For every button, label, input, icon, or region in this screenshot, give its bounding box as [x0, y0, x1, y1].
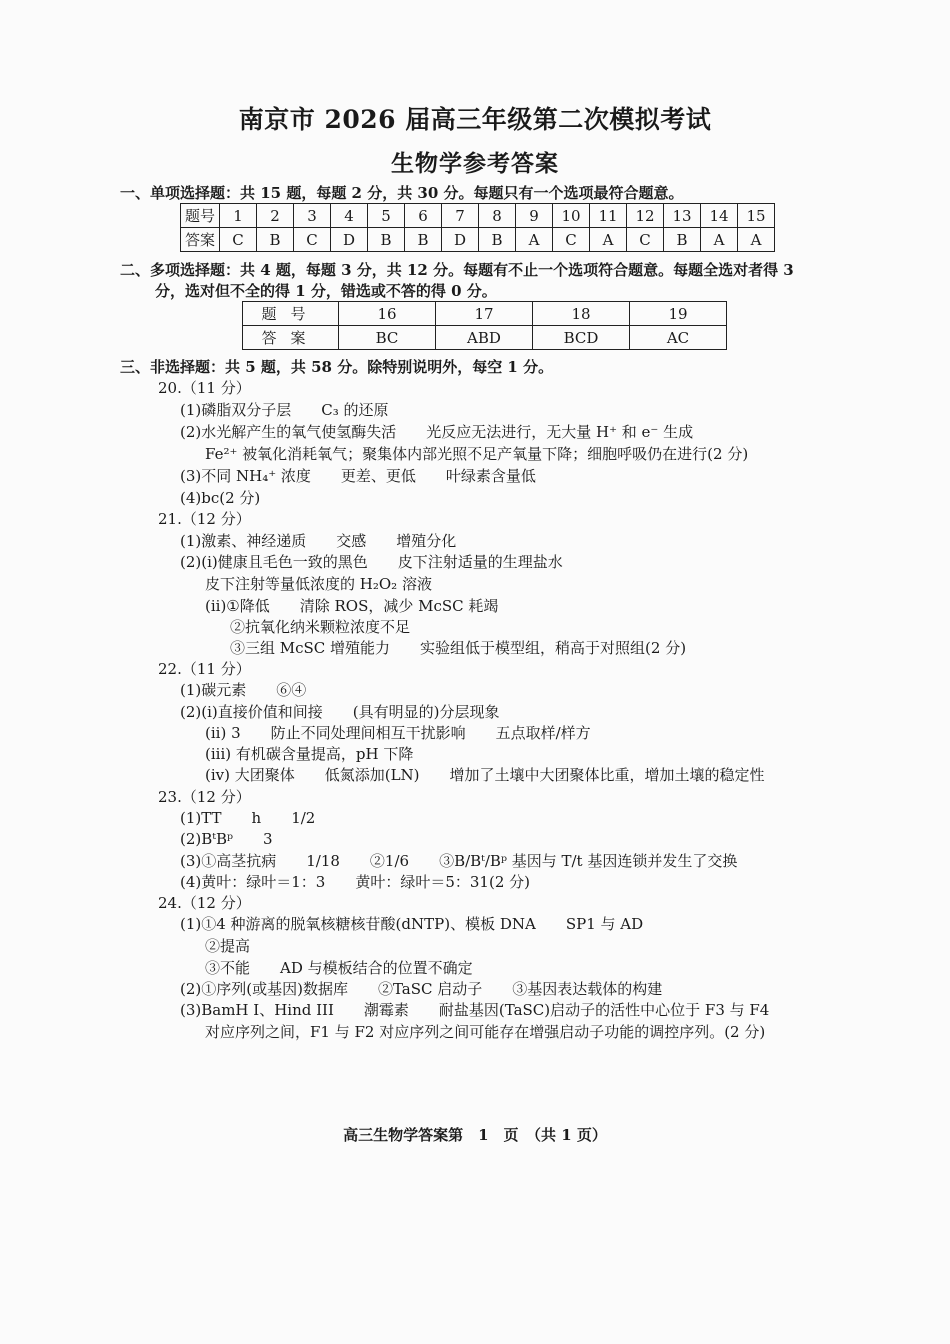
q23-answer-line: (3)①高茎抗病 1/18 ②1/6 ③B/Bᵗ/Bᵖ 基因与 T/t 基因连锁并发生了交换 — [180, 852, 738, 870]
table-cell: B — [664, 228, 701, 252]
table-cell: 10 — [553, 204, 590, 228]
q23-answer-line: (1)TT h 1/2 — [180, 809, 316, 827]
q21-answer-line: (1)激素、神经递质 交感 增殖分化 — [180, 532, 457, 550]
table-cell: C — [553, 228, 590, 252]
table-cell: A — [590, 228, 627, 252]
table-cell: C — [294, 228, 331, 252]
table-cell: C — [627, 228, 664, 252]
q24-answer-line: ②提高 — [205, 937, 251, 955]
table-row — [181, 228, 775, 252]
table-cell: A — [738, 228, 775, 252]
q20-answer-line: (3)不同 NH₄⁺ 浓度 更差、更低 叶绿素含量低 — [180, 467, 536, 485]
table-cell: 9 — [516, 204, 553, 228]
table-cell: B — [479, 228, 516, 252]
table-cell: AC — [630, 326, 727, 350]
table-cell: 14 — [701, 204, 738, 228]
section1-heading: 一、单项选择题：共 15 题，每题 2 分，共 30 分。每题只有一个选项最符合题意。 — [120, 184, 684, 202]
table-cell: D — [331, 228, 368, 252]
q20-answer-line: (1)磷脂双分子层 C₃ 的还原 — [180, 401, 389, 419]
q22-heading: 22.（11 分） — [158, 660, 251, 678]
q21-answer-line: 皮下注射等量低浓度的 H₂O₂ 溶液 — [205, 575, 432, 593]
row-label: 答案 — [243, 326, 339, 350]
q24-answer-line: 对应序列之间，F1 与 F2 对应序列之间可能存在增强启动子功能的调控序列。(2 分) — [205, 1023, 766, 1041]
q22-answer-line: (iii) 有机碳含量提高，pH 下降 — [205, 745, 414, 763]
q21-heading: 21.（12 分） — [158, 510, 251, 528]
table-cell: 12 — [627, 204, 664, 228]
q24-answer-line: (3)BamH I、Hind III 潮霉素 耐盐基因(TaSC)启动子的活性中心位于 F3 与 F4 — [180, 1001, 770, 1019]
table-cell: 13 — [664, 204, 701, 228]
q22-answer-line: (1)碳元素 ⑥④ — [180, 681, 307, 699]
table-cell: 4 — [331, 204, 368, 228]
q24-answer-line: (2)①序列(或基因)数据库 ②TaSC 启动子 ③基因表达载体的构建 — [180, 980, 663, 998]
table-cell: BCD — [533, 326, 630, 350]
q23-heading: 23.（12 分） — [158, 788, 251, 806]
page-title: 南京市 2026 届高三年级第二次模拟考试 — [238, 105, 712, 134]
row-label: 题号 — [243, 302, 339, 326]
q23-answer-line: (4)黄叶：绿叶＝1：3 黄叶：绿叶＝5：31(2 分) — [180, 873, 530, 891]
table-cell: 15 — [738, 204, 775, 228]
row-label: 答案 — [181, 228, 220, 252]
table-cell: B — [368, 228, 405, 252]
q20-answer-line: (4)bc(2 分) — [180, 489, 261, 507]
table-cell: 7 — [442, 204, 479, 228]
q22-answer-line: (iv) 大团聚体 低氮添加(LN) 增加了土壤中大团聚体比重，增加土壤的稳定性 — [205, 766, 765, 784]
table-cell: ABD — [436, 326, 533, 350]
q20-answer-line: (2)水光解产生的氧气使氢酶失活 光反应无法进行，无大量 H⁺ 和 e⁻ 生成 — [180, 423, 694, 441]
q20-heading: 20.（11 分） — [158, 379, 251, 397]
table-cell: 17 — [436, 302, 533, 326]
table-cell: 16 — [339, 302, 436, 326]
q24-heading: 24.（12 分） — [158, 894, 251, 912]
q23-answer-line: (2)BᵗBᵖ 3 — [180, 830, 273, 848]
table-cell: B — [257, 228, 294, 252]
table-cell: C — [220, 228, 257, 252]
table-cell: D — [442, 228, 479, 252]
table-cell: BC — [339, 326, 436, 350]
table-cell: A — [516, 228, 553, 252]
row-label: 题号 — [181, 204, 220, 228]
table-cell: 5 — [368, 204, 405, 228]
q21-answer-line: ②抗氧化纳米颗粒浓度不足 — [230, 618, 411, 636]
table-row — [243, 302, 727, 326]
table-cell: 3 — [294, 204, 331, 228]
q21-answer-line: (ii)①降低 清除 ROS，减少 McSC 耗竭 — [205, 597, 499, 615]
q24-answer-line: ③不能 AD 与模板结合的位置不确定 — [205, 959, 473, 977]
section2-heading: 二、多项选择题：共 4 题，每题 3 分，共 12 分。每题有不止一个选项符合题意。每题全选对者得 3 — [120, 261, 794, 279]
table-cell: 11 — [590, 204, 627, 228]
q22-answer-line: (ii) 3 防止不同处理间相互干扰影响 五点取样/样方 — [205, 724, 591, 742]
q20-answer-line: Fe²⁺ 被氧化消耗氧气；聚集体内部光照不足产氧量下降；细胞呼吸仍在进行(2 分) — [205, 445, 749, 463]
table-cell: 2 — [257, 204, 294, 228]
table-cell: 18 — [533, 302, 630, 326]
q21-answer-line: (2)(i)健康且毛色一致的黑色 皮下注射适量的生理盐水 — [180, 553, 563, 571]
q24-answer-line: (1)①4 种游离的脱氧核糖核苷酸(dNTP)、模板 DNA SP1 与 AD — [180, 915, 644, 933]
section3-heading: 三、非选择题：共 5 题，共 58 分。除特别说明外，每空 1 分。 — [120, 358, 554, 376]
table-row — [181, 204, 775, 228]
table-row — [243, 326, 727, 350]
page-footer: 高三生物学答案第 1 页 （共 1 页） — [343, 1126, 607, 1144]
section2-heading-cont: 分，选对但不全的得 1 分，错选或不答的得 0 分。 — [155, 282, 497, 300]
table-cell: B — [405, 228, 442, 252]
table-cell: 19 — [630, 302, 727, 326]
table-cell: 1 — [220, 204, 257, 228]
page-subtitle: 生物学参考答案 — [391, 150, 559, 177]
q22-answer-line: (2)(i)直接价值和间接 (具有明显的)分层现象 — [180, 703, 500, 721]
multi-choice-table — [242, 301, 727, 350]
q21-answer-line: ③三组 McSC 增殖能力 实验组低于模型组，稍高于对照组(2 分) — [230, 639, 687, 657]
single-choice-table — [180, 203, 775, 252]
table-cell: 6 — [405, 204, 442, 228]
table-cell: 8 — [479, 204, 516, 228]
table-cell: A — [701, 228, 738, 252]
